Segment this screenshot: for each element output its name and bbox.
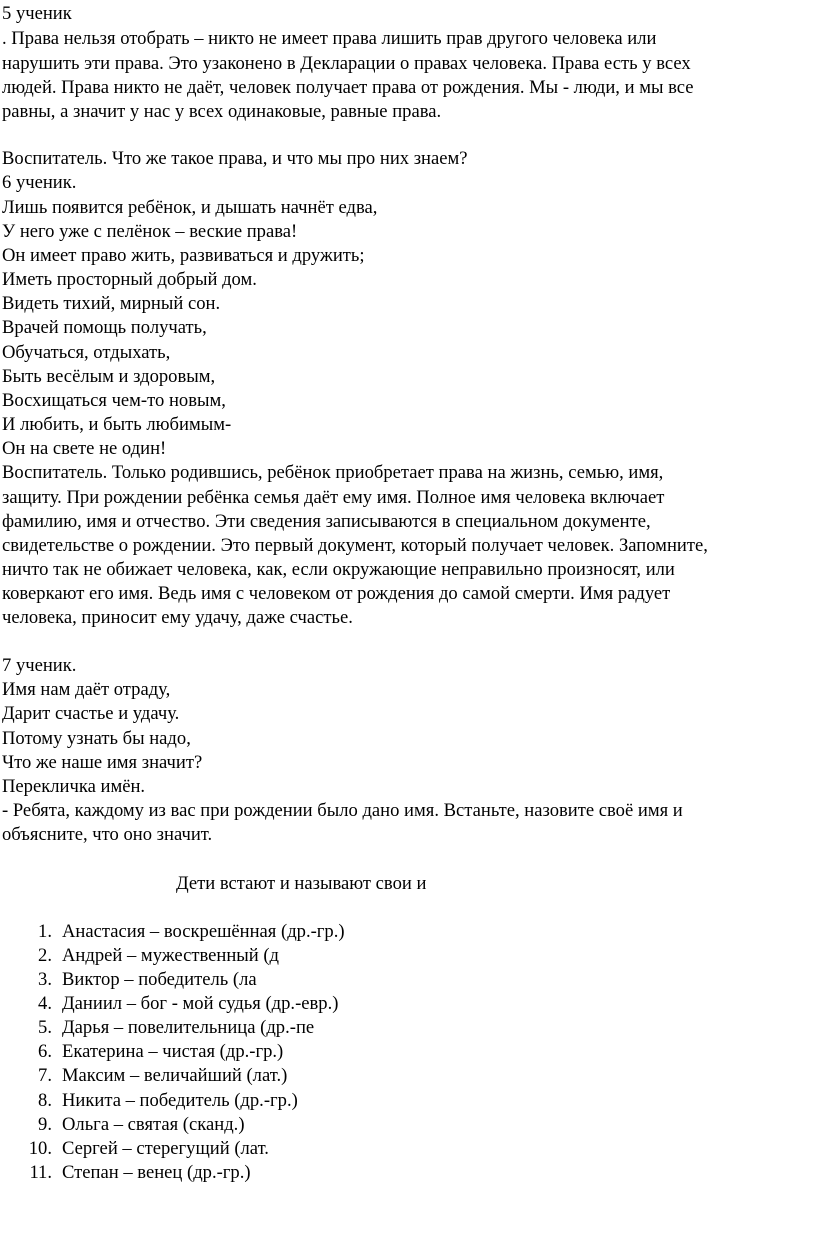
list-item — [0, 920, 816, 944]
text-line: защиту. При рождении ребёнка семья даёт ему имя. Полное имя человека включает — [2, 487, 665, 508]
text-line: Перекличка имён. — [2, 776, 146, 797]
text-line: - Ребята, каждому из вас при рождении было дано имя. Встаньте, назовите своё имя и — [2, 800, 683, 821]
list-text: Виктор – победитель (ла — [62, 969, 257, 990]
text-line: фамилию, имя и отчество. Эти сведения записываются в специальном документе, — [2, 511, 651, 532]
list-number: 9. — [38, 1114, 52, 1135]
poem-line: У него уже с пелёнок – веские права! — [2, 221, 298, 242]
list-item — [0, 968, 816, 992]
list-item — [0, 1016, 816, 1040]
list-number: 4. — [38, 993, 52, 1014]
text-line: свидетельстве о рождении. Это первый документ, который получает человек. Запомните, — [2, 535, 708, 556]
poem-line: Потому узнать бы надо, — [2, 728, 191, 749]
poem-line: Врачей помощь получать, — [2, 317, 207, 338]
list-text: Андрей – мужественный (д — [62, 945, 280, 966]
poem-line: Имя нам даёт отраду, — [2, 679, 171, 700]
list-text: Максим – величайший (лат.) — [62, 1065, 288, 1086]
list-number: 6. — [38, 1041, 52, 1062]
text-line: ничто так не обижает человека, как, если окружающие неправильно произносят, или — [2, 559, 675, 580]
list-number: 11. — [29, 1162, 52, 1183]
list-text: Екатерина – чистая (др.-гр.) — [62, 1041, 284, 1062]
poem-line: Обучаться, отдыхать, — [2, 342, 171, 363]
list-item — [0, 992, 816, 1016]
list-number: 8. — [38, 1090, 52, 1111]
heading-student-7: 7 ученик. — [2, 655, 77, 676]
text-line: коверкают его имя. Ведь имя с человеком от рождения до самой смерти. Имя радует — [2, 583, 671, 604]
poem-line: И любить, и быть любимым- — [2, 414, 232, 435]
list-text: Никита – победитель (др.-гр.) — [62, 1090, 298, 1111]
list-item — [0, 944, 816, 968]
list-item — [0, 1161, 816, 1185]
list-text: Анастасия – воскрешённая (др.-гр.) — [62, 921, 345, 942]
text-line: Воспитатель. Что же такое права, и что мы про них знаем? — [2, 148, 468, 169]
list-number: 7. — [38, 1065, 52, 1086]
list-text: Даниил – бог - мой судья (др.-евр.) — [62, 993, 339, 1014]
poem-line: Он имеет право жить, развиваться и дружить; — [2, 245, 365, 266]
text-line: объясните, что оно значит. — [2, 824, 213, 845]
poem-line: Дарит счастье и удачу. — [2, 703, 180, 724]
list-number: 10. — [28, 1138, 52, 1159]
list-text: Степан – венец (др.-гр.) — [62, 1162, 251, 1183]
list-text: Сергей – стерегущий (лат. — [62, 1138, 269, 1159]
poem-line: Он на свете не один! — [2, 438, 167, 459]
list-item — [0, 1040, 816, 1064]
text-line: Воспитатель. Только родившись, ребёнок приобретает права на жизнь, семью, имя, — [2, 462, 664, 483]
list-number: 5. — [38, 1017, 52, 1038]
heading-student-5: 5 ученик — [2, 3, 72, 24]
poem-line: Быть весёлым и здоровым, — [2, 366, 216, 387]
list-number: 1. — [38, 921, 52, 942]
poem-line: Видеть тихий, мирный сон. — [2, 293, 221, 314]
poem-line: Что же наше имя значит? — [2, 752, 203, 773]
list-text: Ольга – святая (сканд.) — [62, 1114, 245, 1135]
poem-line: Иметь просторный добрый дом. — [2, 269, 257, 290]
poem-line: Лишь появится ребёнок, и дышать начнёт едва, — [2, 197, 378, 218]
centered-line: Дети встают и называют свои и — [176, 873, 427, 894]
heading-student-6: 6 ученик. — [2, 172, 77, 193]
text-line: людей. Права никто не даёт, человек получает права от рождения. Мы - люди, и мы все — [2, 77, 694, 98]
text-line: человека, приносит ему удачу, даже счастье. — [2, 607, 353, 628]
list-number: 2. — [38, 945, 52, 966]
list-item — [0, 1089, 816, 1113]
list-item — [0, 1113, 816, 1137]
list-item — [0, 1064, 816, 1088]
list-text: Дарья – повелительница (др.-пе — [62, 1017, 315, 1038]
poem-line: Восхищаться чем-то новым, — [2, 390, 226, 411]
list-item — [0, 1137, 816, 1161]
text-line: равны, а значит у нас у всех одинаковые, равные права. — [2, 101, 442, 122]
list-number: 3. — [38, 969, 52, 990]
text-line: . Права нельзя отобрать – никто не имеет права лишить прав другого человека или — [2, 28, 657, 49]
text-line: нарушить эти права. Это узаконено в Декларации о правах человека. Права есть у всех — [2, 53, 691, 74]
